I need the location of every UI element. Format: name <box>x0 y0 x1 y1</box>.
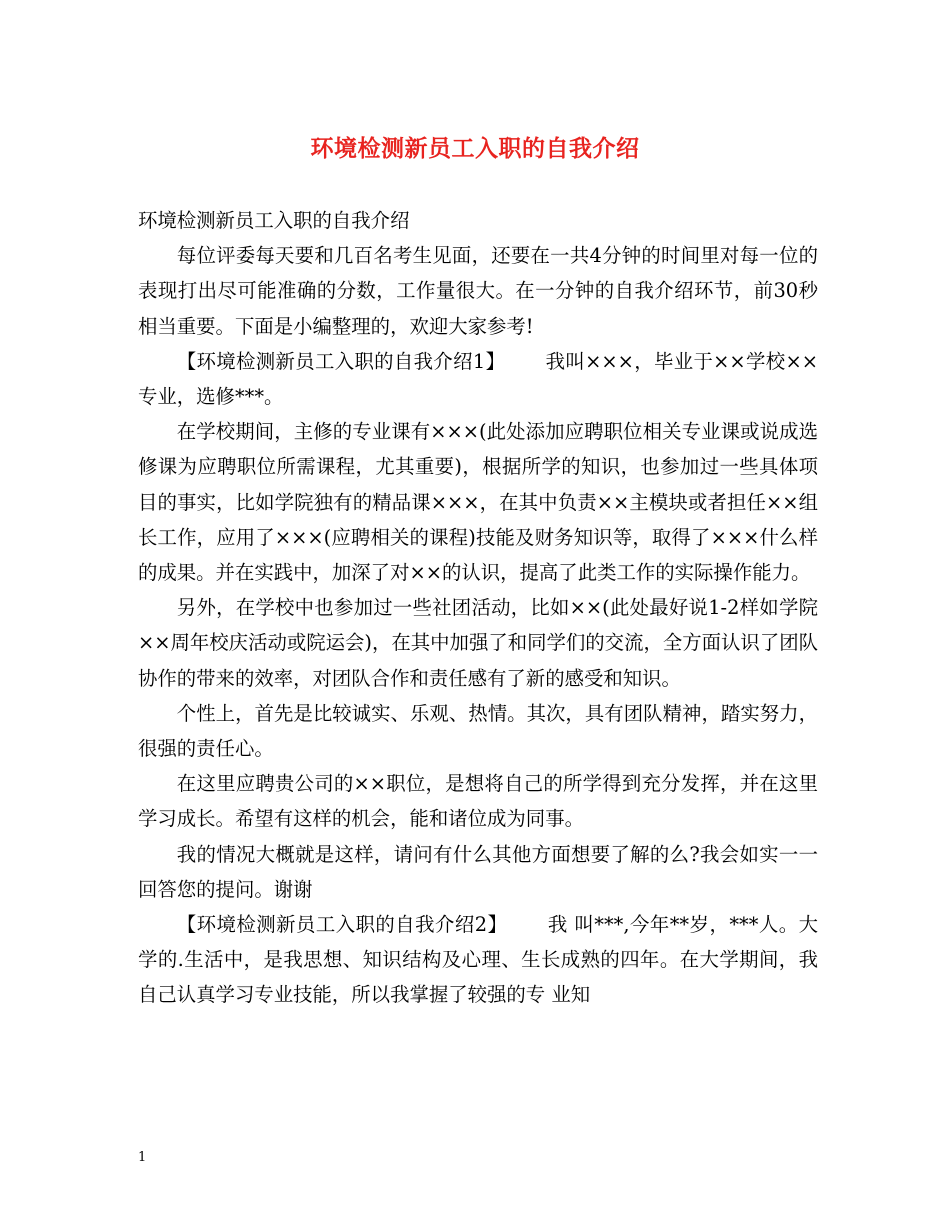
paragraph-section1 <box>138 344 818 414</box>
paragraph-study: 在学校期间，主修的专业课有×××(此处添加应聘职位相关专业课或说成选修课为应聘职位所需课程，尤其重要)，根据所学的知识，也参加过一些具体项目的事实，比如学院独有的精品课×××，在其中负责××主模块或者担任××组长工作，应用了×××(应聘相关的课程)技能及财务知识等，取得了×××什么样的成果。并在实践中，加深了对××的认识，提高了此类工作的实际操作能力。 <box>138 420 818 585</box>
section2-heading: 【环境检测新员工入职的自我介绍2】 <box>176 913 508 937</box>
document-body <box>138 203 818 1013</box>
section2-text: 我 叫***,今年**岁，***人。大学的.生活中，是我思想、知识结构及心理、生长成熟的四年。在大学期间，我自己认真学习专业技能，所以我掌握了较强的专 业知 <box>138 913 818 1007</box>
section1-text: 我叫×××，毕业于××学校××专业，选修***。 <box>138 349 818 409</box>
paragraph-personality: 个性上，首先是比较诚实、乐观、热情。其次，具有团队精神，踏实努力，很强的责任心。 <box>138 701 818 761</box>
section1-heading: 【环境检测新员工入职的自我介绍1】 <box>176 349 506 373</box>
document-subtitle: 环境检测新员工入职的自我介绍 <box>138 209 410 232</box>
paragraph-section2 <box>138 907 818 1013</box>
document-title: 环境检测新员工入职的自我介绍 <box>310 136 640 162</box>
paragraph-intro: 每位评委每天要和几百名考生见面，还要在一共4分钟的时间里对每一位的表现打出尽可能准确的分数，工作量很大。在一分钟的自我介绍环节，前30秒相当重要。下面是小编整理的，欢迎大家参考! <box>138 244 818 338</box>
paragraph-activities: 另外，在学校中也参加过一些社团活动，比如××(此处最好说1-2样如学院××周年校庆活动或院运会)，在其中加强了和同学们的交流，全方面认识了团队协作的带来的效率，对团队合作和责任感有了新的感受和知识。 <box>138 596 818 690</box>
page-number: 1 <box>138 1150 147 1165</box>
paragraph-closing: 我的情况大概就是这样，请问有什么其他方面想要了解的么?我会如实一一回答您的提问。谢谢 <box>138 842 818 901</box>
paragraph-position: 在这里应聘贵公司的××职位，是想将自己的所学得到充分发挥，并在这里学习成长。希望有这样的机会，能和诸位成为同事。 <box>138 772 818 831</box>
